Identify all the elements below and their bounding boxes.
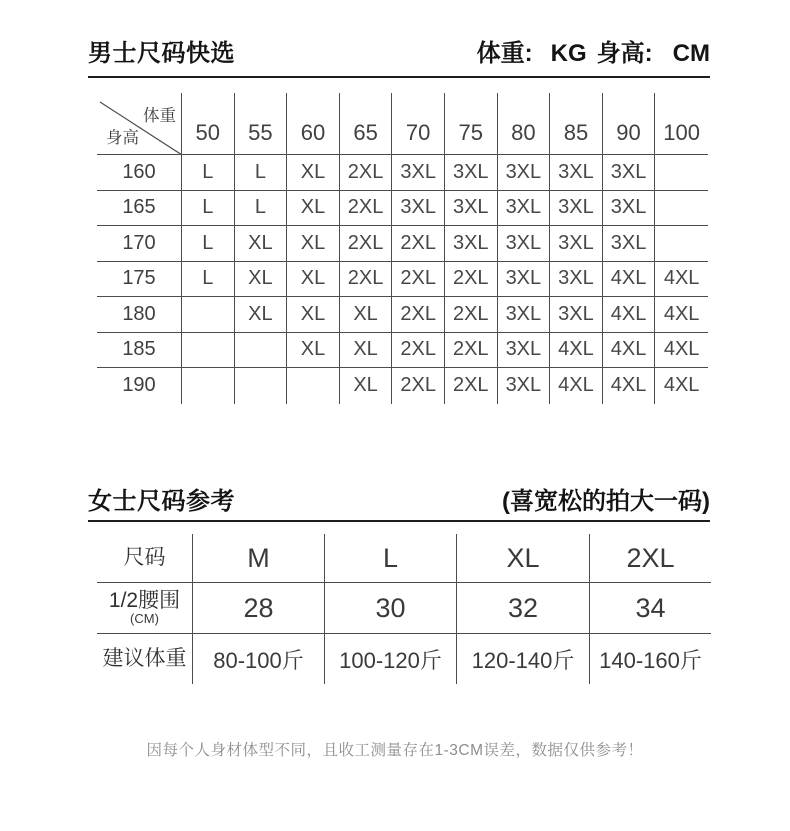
size-cell: 2XL [340,155,393,190]
size-cell: XL [340,368,393,404]
size-cell: 2XL [340,262,393,297]
height-row-label: 180 [97,297,182,332]
women-row-sublabel: (CM) [130,611,159,627]
women-value-cell: 2XL [626,542,675,573]
women-table-row [97,534,711,583]
size-cell: 4XL [603,297,656,332]
men-section-header [88,33,710,68]
size-cell: 2XL [445,368,498,404]
women-value-cell: 30 [325,583,457,633]
women-value-cell: 140-160斤 [599,647,702,673]
size-cell: 3XL [498,191,551,226]
size-cell [655,155,708,190]
height-row-label: 160 [97,155,182,190]
men-table-row [97,191,708,227]
weight-column-header: 55 [235,93,288,154]
size-cell: XL [287,226,340,261]
weight-unit-label: 体重: [476,40,533,67]
size-cell: XL [287,155,340,190]
women-size-table [97,534,711,684]
size-cell: 3XL [498,155,551,190]
size-cell: 3XL [445,226,498,261]
size-cell: 2XL [392,262,445,297]
men-table-row [97,226,708,262]
corner-cell [97,93,182,154]
women-row-label-cell [97,583,193,633]
size-cell: 4XL [603,368,656,404]
size-cell: 2XL [340,226,393,261]
size-cell: L [235,155,288,190]
size-cell: L [182,226,235,261]
footer-note: 因每个人身材体型不同，且收工测量存在1-3CM误差，数据仅供参考！ [146,742,644,759]
corner-weight-label: 体重 [143,107,176,125]
size-cell [182,333,235,368]
men-table-header-row [97,93,708,155]
size-cell: 2XL [392,297,445,332]
women-value-cell: 120-140斤 [457,634,590,684]
women-value-cell: 80-100斤 [193,634,325,684]
height-row-label: 165 [97,191,182,226]
size-cell [182,368,235,404]
height-unit-value: CM [672,40,710,67]
size-cell [287,368,340,404]
size-cell: 3XL [550,191,603,226]
weight-column-header: 85 [550,93,603,154]
size-cell: 3XL [498,262,551,297]
height-row-label: 170 [97,226,182,261]
size-cell: 2XL [392,333,445,368]
size-cell: XL [235,226,288,261]
size-cell: 3XL [550,262,603,297]
women-row-label-cell [97,634,193,684]
size-cell: L [182,155,235,190]
women-value-cell: L [325,534,457,582]
size-cell: XL [235,297,288,332]
men-table-row [97,155,708,191]
size-cell: 4XL [663,302,700,325]
size-cell: 3XL [550,297,603,332]
women-value-cell: M [193,534,325,582]
women-row-label-cell [97,534,193,582]
weight-column-header: 80 [498,93,551,154]
size-cell: XL [340,333,393,368]
height-row-label: 175 [97,262,182,297]
size-cell: 4XL [663,267,700,290]
women-table-row [97,583,711,634]
size-cell: 3XL [498,368,551,404]
women-row-label: 1/2腰围 [108,589,181,613]
corner-height-label: 身高 [106,129,139,147]
size-cell: XL [287,333,340,368]
size-cell [182,297,235,332]
height-unit-label: 身高: [596,40,653,67]
height-row-label: 190 [97,368,182,404]
size-cell: 3XL [603,155,656,190]
weight-column-header: 90 [603,93,656,154]
size-cell: L [235,191,288,226]
size-cell: L [182,262,235,297]
size-cell: 2XL [392,226,445,261]
women-section-title: 女士尺码参考 [88,488,235,515]
height-row-label: 185 [97,333,182,368]
weight-column-header: 50 [182,93,235,154]
size-cell [235,368,288,404]
weight-column-header: 75 [445,93,498,154]
size-cell: 3XL [603,191,656,226]
size-cell: 3XL [498,226,551,261]
size-cell: 4XL [603,262,656,297]
women-row-label: 建议体重 [102,647,187,671]
size-cell: 4XL [550,333,603,368]
size-cell: XL [340,297,393,332]
size-cell: 3XL [445,155,498,190]
men-table-row [97,368,708,404]
weight-unit-value: KG [550,40,587,67]
size-cell: 2XL [340,191,393,226]
weight-column-header: 100 [663,120,700,145]
size-cell [655,191,708,226]
men-table-row [97,262,708,298]
size-cell: 3XL [392,155,445,190]
women-section-divider [88,520,710,522]
weight-column-header: 65 [340,93,393,154]
size-cell: 4XL [663,374,700,397]
women-value-cell: 100-120斤 [325,634,457,684]
weight-column-header: 60 [287,93,340,154]
women-section-note: (喜宽松的拍大一码) [502,488,710,515]
men-section-title: 男士尺码快选 [88,40,235,67]
size-cell: 3XL [603,226,656,261]
size-cell: 3XL [498,333,551,368]
men-table-row [97,297,708,333]
women-value-cell: 32 [457,583,590,633]
weight-column-header: 70 [392,93,445,154]
men-size-table [97,93,708,404]
size-cell: 4XL [550,368,603,404]
size-cell: 2XL [445,297,498,332]
size-cell: XL [287,191,340,226]
size-cell: L [182,191,235,226]
size-cell [235,333,288,368]
men-section-divider [88,76,710,78]
women-value-cell: XL [457,534,590,582]
men-table-row [97,333,708,369]
women-row-label: 尺码 [123,546,166,570]
men-table-body [97,155,708,404]
women-value-cell: 28 [193,583,325,633]
size-cell: 4XL [663,338,700,361]
size-cell: XL [287,297,340,332]
men-unit-legend [477,33,710,68]
size-cell: XL [235,262,288,297]
size-cell: 3XL [392,191,445,226]
size-cell: 3XL [445,191,498,226]
size-cell: 3XL [498,297,551,332]
size-cell: XL [287,262,340,297]
size-cell: 3XL [550,155,603,190]
size-cell: 4XL [603,333,656,368]
size-cell: 3XL [550,226,603,261]
women-value-cell: 34 [635,592,666,623]
size-cell: 2XL [445,262,498,297]
size-cell: 2XL [445,333,498,368]
women-table-row [97,634,711,684]
size-cell [655,226,708,261]
women-section-header [88,481,710,516]
size-cell: 2XL [392,368,445,404]
